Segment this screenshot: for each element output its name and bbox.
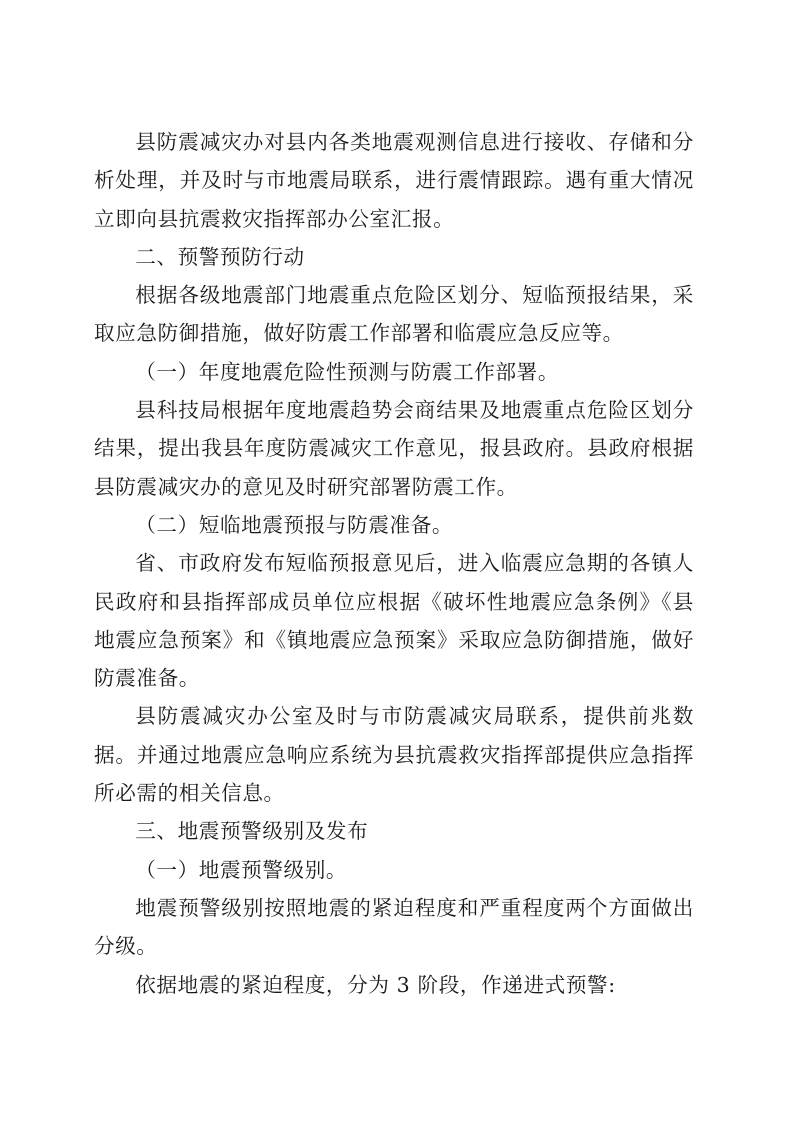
section-heading-warning-levels: 三、地震预警级别及发布 bbox=[135, 819, 369, 844]
paragraph-prevention-measures: 根据各级地震部门地震重点危险区划分、短临预报结果，采取应急防御措施，做好防震工作部署和临震应急反应等。 bbox=[94, 283, 694, 346]
paragraph-precursor-data: 县防震减灾办公室及时与市防震减灾局联系，提供前兆数据。并通过地震应急响应系统为县抗震救灾指挥部提供应急指挥所必需的相关信息。 bbox=[94, 704, 694, 806]
paragraph-observation: 县防震减灾办对县内各类地震观测信息进行接收、存储和分析处理，并及时与市地震局联系，进行震情跟踪。遇有重大情况立即向县抗震救灾指挥部办公室汇报。 bbox=[94, 130, 694, 231]
section-heading-warning-prevention: 二、预警预防行动 bbox=[135, 244, 305, 269]
document-body bbox=[94, 123, 694, 1004]
paragraph-three-stages: 依据地震的紧迫程度，分为 3 阶段，作递进式预警: bbox=[135, 972, 616, 997]
paragraph-level-classification: 地震预警级别按照地震的紧迫程度和严重程度两个方面做出分级。 bbox=[94, 895, 694, 959]
subheading-warning-level: （一）地震预警级别。 bbox=[135, 857, 348, 882]
paragraph-short-term-forecast: 省、市政府发布短临预报意见后，进入临震应急期的各镇人民政府和县指挥部成员单位应根据《破坏性地震应急条例》《县地震应急预案》和《镇地震应急预案》采取应急防御措施，做好防震准备。 bbox=[94, 551, 694, 691]
subheading-short-term-forecast: （二）短临地震预报与防震准备。 bbox=[135, 512, 454, 537]
subheading-annual-forecast: （一）年度地震危险性预测与防震工作部署。 bbox=[135, 359, 560, 384]
paragraph-annual-forecast: 县科技局根据年度地震趋势会商结果及地震重点危险区划分结果，提出我县年度防震减灾工作意见，报县政府。县政府根据县防震减灾办的意见及时研究部署防震工作。 bbox=[94, 398, 694, 499]
